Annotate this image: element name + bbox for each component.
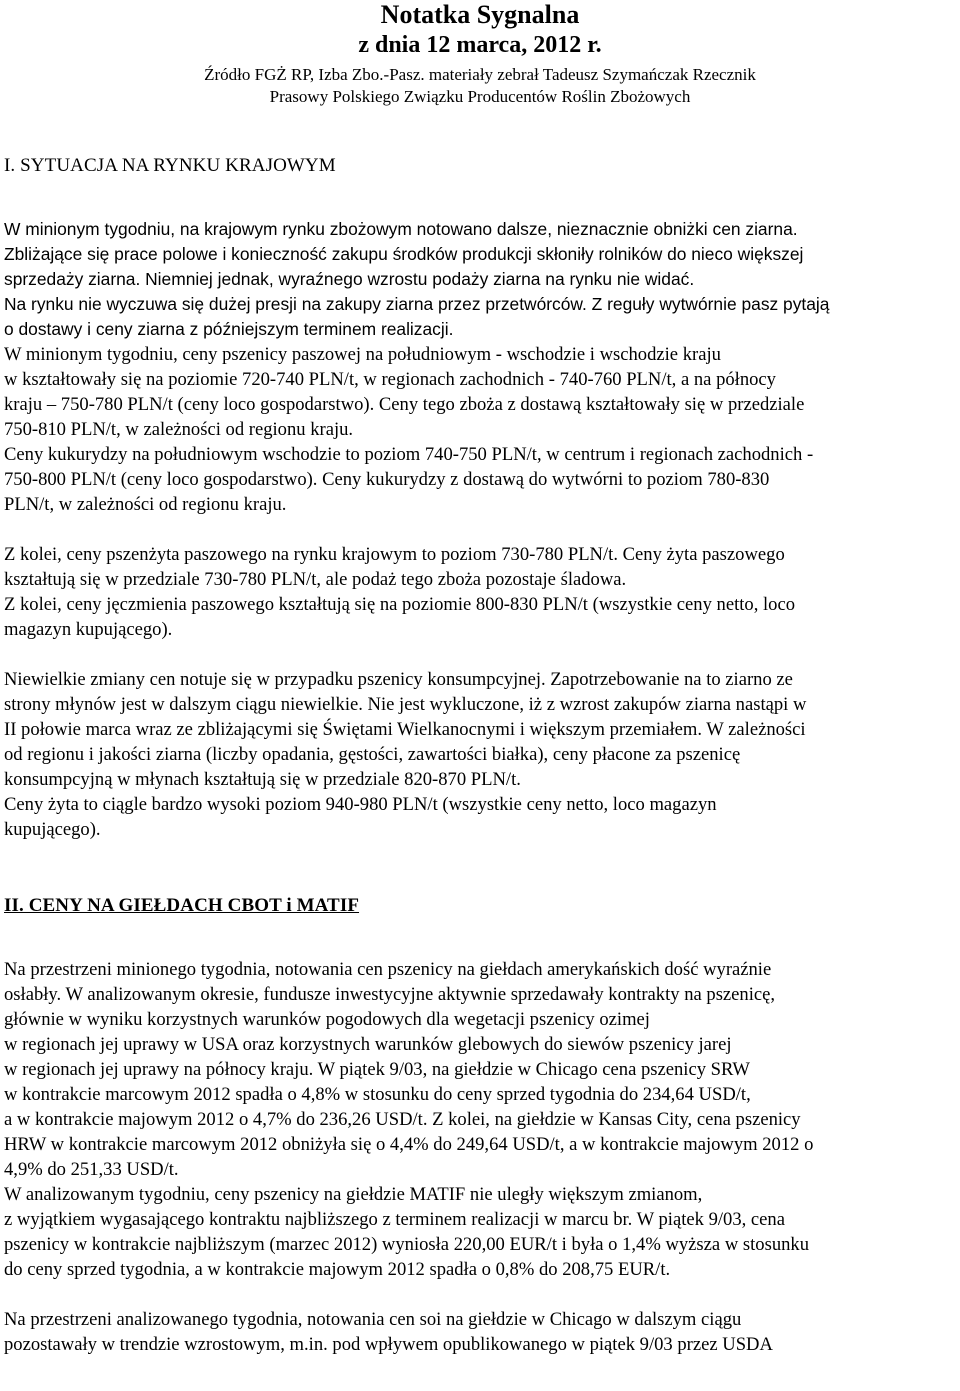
source-note [4, 64, 956, 108]
text-line: sprzedaży ziarna. Niemniej jednak, wyraźnego wzrostu podaży ziarna na rynku nie widać. [4, 269, 695, 289]
section-heading-exchanges: II. CENY NA GIEŁDACH CBOT i MATIF [4, 895, 360, 916]
text-line: w regionach jej uprawy na północy kraju. W piątek 9/03, na giełdzie w Chicago cena pszenicy SRW [4, 1059, 750, 1080]
section-heading-domestic-market: I. SYTUACJA NA RYNKU KRAJOWYM [4, 155, 336, 176]
text-line: W minionym tygodniu, na krajowym rynku zbożowym notowano dalsze, nieznacznie obniżki cen ziarna. [4, 219, 798, 239]
document-page [4, 0, 956, 1357]
page-title: Notatka Sygnalna [380, 0, 580, 29]
text-line: Zbliżające się prace polowe i konieczność zakupu środków produkcji skłoniły rolników do nieco większej [4, 244, 804, 264]
text-line: Z kolei, ceny jęczmienia paszowego kształtują się na poziomie 800-830 PLN/t (wszystkie ceny netto, loco [4, 594, 796, 615]
text-line: kształtują się w przedziale 730-780 PLN/t, ale podaż tego zboża pozostaje śladowa. [4, 569, 627, 590]
text-line: w regionach jej uprawy w USA oraz korzystnych warunków glebowych do siewów pszenicy jarej [4, 1034, 732, 1055]
text-line: strony młynów jest w dalszym ciągu niewielkie. Nie jest wykluczone, iż z wzrost zakupów ziarna nastąpi w [4, 694, 807, 715]
text-line: kupującego). [4, 819, 101, 840]
text-line: 750-810 PLN/t, w zależności od regionu kraju. [4, 419, 354, 440]
paragraph-market-overview [4, 217, 956, 342]
text-line: W analizowanym tygodniu, ceny pszenicy na giełdzie MATIF nie uległy większym zmianom, [4, 1184, 703, 1205]
text-line: pozostawały w trendzie wzrostowym, m.in. pod wpływem opublikowanego w piątek 9/03 przez USDA [4, 1334, 773, 1355]
text-line: od regionu i jakości ziarna (liczby opadania, gęstości, zawartości białka), ceny płacone za pszenicę [4, 744, 741, 765]
text-line: osłabły. W analizowanym okresie, fundusze inwestycyjne aktywnie sprzedawały kontrakty na pszenicę, [4, 984, 776, 1005]
text-line: Na przestrzeni analizowanego tygodnia, notowania cen soi na giełdzie w Chicago w dalszym ciągu [4, 1309, 742, 1330]
text-line: a w kontrakcie majowym 2012 o 4,7% do 236,26 USD/t. Z kolei, na giełdzie w Kansas City, cena pszenicy [4, 1109, 801, 1130]
text-line: o dostawy i ceny ziarna z późniejszym terminem realizacji. [4, 319, 454, 339]
text-line: Na rynku nie wyczuwa się dużej presji na zakupy ziarna przez przetwórców. Z reguły wytwórnie pasz pytają [4, 294, 830, 314]
text-line: Ceny żyta to ciągle bardzo wysoki poziom 940-980 PLN/t (wszystkie ceny netto, loco magazyn [4, 794, 717, 815]
text-line: Z kolei, ceny pszenżyta paszowego na rynku krajowym to poziom 730-780 PLN/t. Ceny żyta paszowego [4, 544, 785, 565]
paragraph-cbot-matif [4, 957, 956, 1282]
text-line: Ceny kukurydzy na południowym wschodzie to poziom 740-750 PLN/t, w centrum i regionach zachodnich - [4, 444, 814, 465]
text-line: HRW w kontrakcie marcowym 2012 obniżyła się o 4,4% do 249,64 USD/t, a w kontrakcie majowym 2012 o [4, 1134, 814, 1155]
text-line: w kontrakcie marcowym 2012 spadła o 4,8% w stosunku do ceny sprzed tygodnia do 234,64 USD/t, [4, 1084, 751, 1105]
source-line: Prasowy Polskiego Związku Producentów Roślin Zbożowych [269, 87, 691, 106]
text-line: II połowie marca wraz ze zbliżającymi się Świętami Wielkanocnymi i większym przemiałem. W zależności [4, 719, 806, 740]
text-line: 750-800 PLN/t (ceny loco gospodarstwo). Ceny kukurydzy z dostawą do wytwórni to poziom 780-830 [4, 469, 770, 490]
text-line: 4,9% do 251,33 USD/t. [4, 1159, 179, 1180]
paragraph-wheat-corn-prices [4, 342, 956, 517]
page-date: z dnia 12 marca, 2012 r. [358, 32, 602, 58]
text-line: PLN/t, w zależności od regionu kraju. [4, 494, 287, 515]
text-line: w kształtowały się na poziomie 720-740 PLN/t, w regionach zachodnich - 740-760 PLN/t, a na północy [4, 369, 776, 390]
paragraph-triticale-rye-barley [4, 542, 956, 642]
text-line: z wyjątkiem wygasającego kontraktu najbliższego z terminem realizacji w marcu br. W piątek 9/03, cena [4, 1209, 785, 1230]
text-line: konsumpcyjną w młynach kształtują się w przedziale 820-870 PLN/t. [4, 769, 521, 790]
text-line: W minionym tygodniu, ceny pszenicy paszowej na południowym - wschodzie i wschodzie kraju [4, 344, 721, 365]
text-line: kraju – 750-780 PLN/t (ceny loco gospodarstwo). Ceny tego zboża z dostawą kształtowały się w przedziale [4, 394, 805, 415]
text-line: pszenicy w kontrakcie najbliższym (marzec 2012) wyniosła 220,00 EUR/t i była o 1,4% wyższa w stosunku [4, 1234, 810, 1255]
text-line: głównie w wyniku korzystnych warunków pogodowych dla wegetacji pszenicy ozimej [4, 1009, 650, 1030]
paragraph-consumption-wheat [4, 667, 956, 842]
text-line: Na przestrzeni minionego tygodnia, notowania cen pszenicy na giełdach amerykańskich dość wyraźnie [4, 959, 772, 980]
paragraph-soy [4, 1307, 956, 1357]
text-line: Niewielkie zmiany cen notuje się w przypadku pszenicy konsumpcyjnej. Zapotrzebowanie na to ziarno ze [4, 669, 793, 690]
text-line: do ceny sprzed tygodnia, a w kontrakcie majowym 2012 spadła o 0,8% do 208,75 EUR/t. [4, 1259, 671, 1280]
text-line: magazyn kupującego). [4, 619, 173, 640]
source-line: Źródło FGŻ RP, Izba Zbo.-Pasz. materiały zebrał Tadeusz Szymańczak Rzecznik [204, 65, 756, 84]
